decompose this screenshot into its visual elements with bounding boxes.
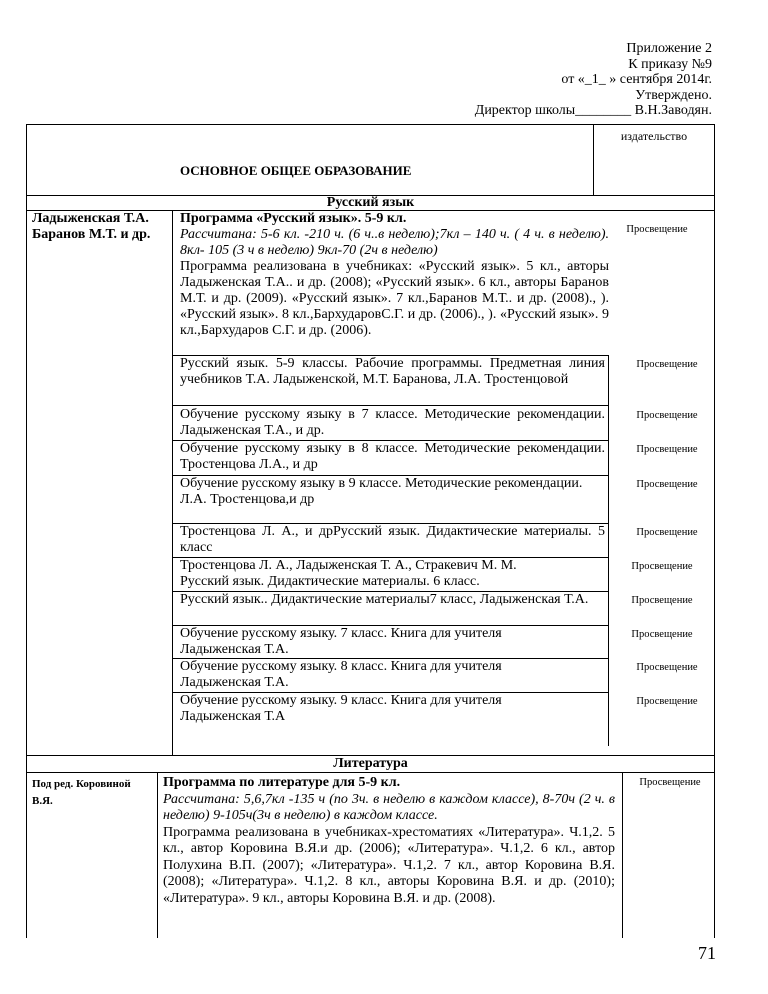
russian-row-5-publisher: Просвещение — [636, 527, 698, 538]
literature-program-text: Программа реализована в учебниках-хрестоматиях «Литература». Ч.1,2. 5 кл., автор Коровина В.Я.и др. (2006); «Литература». Ч.1,2. 6 кл., автор Полухина В.П. (2007); «Литература». Ч.1,2. 7 кл., автор Коровина В.Я. (2008); «Литература». Ч.1,2. 8 кл., авторы Коровина В.Я. и др. (2010); «Литература». 9 кл., авторы Коровина В.Я. и др. (2008). — [163, 824, 615, 906]
russian-program-title: Программа «Русский язык». 5-9 кл. — [180, 211, 407, 226]
russian-row-9-title: Обучение русскому языку. 8 класс. Книга для учителя — [180, 659, 502, 674]
russian-row-10-authors: Ладыженская Т.А — [180, 709, 286, 724]
russian-row-8-title: Обучение русскому языку. 7 класс. Книга для учителя — [180, 626, 502, 641]
russian-row-9-publisher: Просвещение — [636, 662, 698, 673]
russian-authors: Ладыженская Т.А. Баранов М.Т. и др. — [32, 211, 151, 242]
header-line-2: К приказу №9 — [628, 56, 712, 72]
literature-publisher: Просвещение — [639, 777, 701, 788]
header-line-1: Приложение 2 — [626, 41, 712, 56]
russian-row-6-publisher: Просвещение — [631, 561, 693, 572]
russian-row-2: Обучение русскому языку в 7 классе. Методические рекомендации. Ладыженская Т.А., и др. — [180, 407, 605, 438]
russian-row-1-publisher: Просвещение — [636, 359, 698, 370]
russian-row-8 — [180, 626, 605, 658]
subject-heading-russian: Русский язык — [326, 195, 415, 210]
russian-row-4 — [180, 476, 605, 508]
russian-row-1: Русский язык. 5-9 классы. Рабочие программы. Предметная линия учебников Т.А. Ладыженской, М.Т. Баранова, Л.А. Тростенцовой — [180, 356, 605, 387]
russian-row-3-publisher: Просвещение — [636, 444, 698, 455]
russian-row-3: Обучение русскому языку в 8 классе. Методические рекомендации. Тростенцова Л.А., и др — [180, 441, 605, 472]
russian-row-10 — [180, 693, 605, 725]
russian-row-7-publisher: Просвещение — [631, 595, 693, 606]
russian-row-8-publisher: Просвещение — [631, 629, 693, 640]
russian-row-5: Тростенцова Л. А., и дрРусский язык. Дидактические материалы. 5 класс — [180, 524, 605, 555]
russian-row-7: Русский язык.. Дидактические материалы7 класс, Ладыженская Т.А. — [180, 592, 589, 607]
russian-program-text: Программа реализована в учебниках: «Русский язык». 5 кл., авторы Ладыженская Т.А.. и др. (2008); «Русский язык». 6 кл., авторы Баранов М.Т. и др. (2009). «Русский язык». 7 кл.,Баранов М.Т.. и др. (2008)., ). «Русский язык». 8 кл.,БархударовС.Г. и др. (2006)., ). «Русский язык». 9 кл.,Бархударов С.Г. и др. (2006). — [180, 259, 609, 338]
header-line-5: Директор школы________ В.Н.Заводян. — [474, 103, 712, 118]
russian-program-publisher: Просвещение — [626, 224, 688, 235]
russian-row-10-title: Обучение русскому языку. 9 класс. Книга для учителя — [180, 693, 502, 708]
russian-row-2-publisher: Просвещение — [636, 410, 698, 421]
approval-header — [475, 41, 712, 119]
header-line-4: Утверждено. — [635, 87, 712, 103]
russian-row-6 — [180, 558, 605, 590]
russian-row-4-title: Обучение русскому языку в 9 классе. Методические рекомендации. — [180, 476, 583, 491]
literature-program-title: Программа по литературе для 5-9 кл. — [163, 775, 401, 790]
russian-program-hours: Рассчитана: 5-6 кл. -210 ч. (6 ч..в неделю);7кл – 140 ч. ( 4 ч. в неделю). 8кл- 105 (3 ч в неделю) 9кл-70 (2ч в неделю) — [180, 227, 609, 258]
page-number: 71 — [698, 943, 716, 963]
header-line-3: от «_1_ » сентября 2014г. — [561, 72, 712, 87]
russian-row-4-publisher: Просвещение — [636, 479, 698, 490]
russian-row-9-authors: Ладыженская Т.А. — [180, 675, 289, 690]
subject-heading-literature: Литература — [333, 756, 408, 771]
russian-row-8-authors: Ладыженская Т.А. — [180, 642, 289, 657]
russian-row-6-title: Русский язык. Дидактические материалы. 6 класс. — [180, 574, 480, 589]
russian-row-10-publisher: Просвещение — [636, 696, 698, 707]
russian-row-6-authors: Тростенцова Л. А., Ладыженская Т. А., Стракевич М. М. — [180, 558, 517, 573]
russian-row-4-authors: Л.А. Тростенцова,и др — [180, 492, 315, 507]
russian-row-9 — [180, 659, 605, 691]
russian-program — [180, 211, 609, 339]
literature-program — [163, 775, 615, 907]
literature-program-hours: Рассчитана: 5,6,7кл -135 ч (по 3ч. в неделю в каждом классе), 8-70ч (2 ч. в неделю) 9-105ч(3ч в неделю) в каждом классе. — [163, 791, 615, 823]
literature-authors: Под ред. Коровиной В.Я. — [32, 778, 131, 807]
section-title: ОСНОВНОЕ ОБЩЕЕ ОБРАЗОВАНИЕ — [180, 163, 412, 178]
publisher-column-header: издательство — [620, 129, 688, 143]
